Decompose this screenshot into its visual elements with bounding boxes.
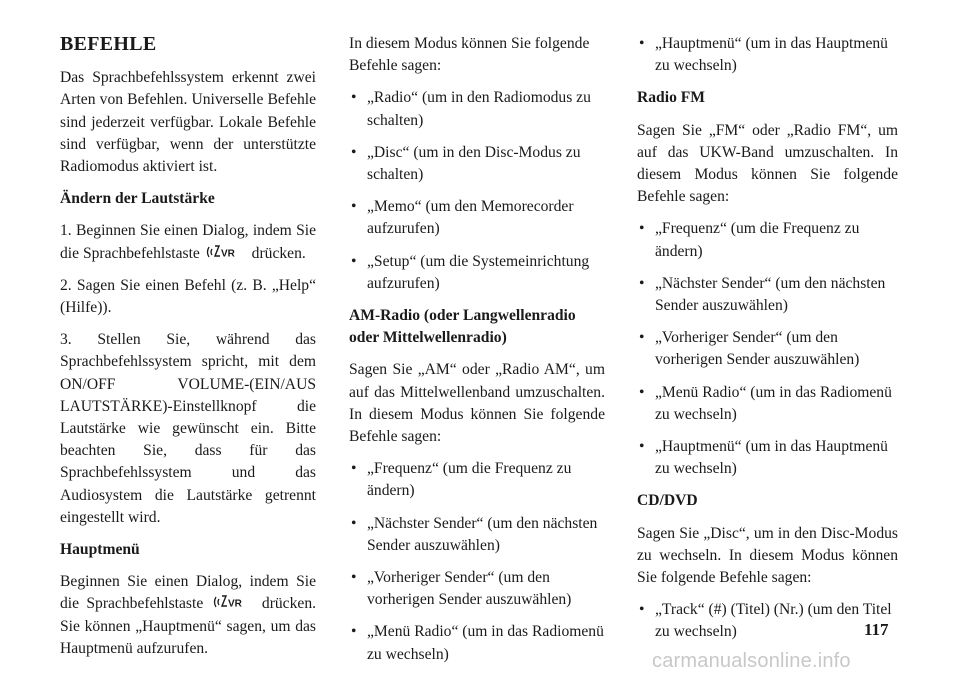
am-intro: Sagen Sie „AM“ oder „Radio AM“, um auf das Mittelwellenband umzuschalten. In diesem Modus können Sie folgende Befehle sagen:: [349, 361, 605, 446]
list-item: • „Menü Radio“ (um in das Radiomenü zu wechseln): [637, 382, 898, 426]
step-3: 3. Stellen Sie, während das Sprachbefehlssystem spricht, mit dem ON/OFF VOLUME-(EIN/AUS LAUTSTÄRKE)-Einstellknopf die Lautstärke wie gewünscht ein. Bitte beachten Sie, dass für das Sprachbefehlssystem und das Audiosystem die Lautstärke getrennt eingestellt wird.: [60, 331, 316, 526]
main-menu-text-end: drücken. Sie können „Hauptmenü“ sagen, um das Hauptmenü aufzurufen.: [60, 595, 317, 657]
main-menu-heading: Hauptmenü: [60, 541, 140, 559]
list-item: • „Track“ (#) (Titel) (Nr.) (um den Titel zu wechseln): [637, 599, 898, 643]
fm-intro: Sagen Sie „FM“ oder „Radio FM“, um auf das UKW-Band umzuschalten. In diesem Modus können Sie folgende Befehle sagen:: [637, 121, 898, 206]
column-left: [60, 33, 316, 670]
mode-intro: In diesem Modus können Sie folgende Befehle sagen:: [349, 35, 590, 75]
svg-text:VR: VR: [227, 598, 242, 610]
main-menu-text: Beginnen Sie einen Dialog, indem Sie die Sprachbefehlstaste: [60, 573, 316, 613]
intro-paragraph: Das Sprachbefehlssystem erkennt zwei Arten von Befehlen. Universelle Befehle sind jederzeit verfügbar. Lokale Befehle sind verfügbar, wenn der unterstützte Radiomodus aktiviert ist.: [60, 69, 316, 176]
list-item: • „Setup“ (um die Systemeinrichtung aufzurufen): [349, 251, 605, 295]
list-item: • „Disc“ (um in den Disc-Modus zu schalten): [349, 142, 605, 186]
voice-recognition-icon: [206, 244, 246, 260]
list-item: • „Menü Radio“ (um in das Radiomenü zu wechseln): [349, 621, 605, 665]
cd-heading: CD/DVD: [637, 492, 698, 510]
list-item: • „Hauptmenü“ (um in das Hauptmenü zu wechseln): [637, 33, 898, 77]
volume-heading: Ändern der Lautstärke: [60, 190, 215, 208]
column-right: [637, 33, 898, 654]
main-menu-paragraph: [60, 571, 316, 660]
list-item: • „Vorheriger Sender“ (um den vorherigen Sender auszuwählen): [349, 567, 605, 611]
list-item: • „Frequenz“ (um die Frequenz zu ändern): [637, 218, 898, 262]
list-item: • „Frequenz“ (um die Frequenz zu ändern): [349, 458, 605, 502]
watermark: carmanualsonline.info: [652, 650, 851, 672]
list-item: • „Memo“ (um den Memorecorder aufzurufen): [349, 196, 605, 240]
column-middle: [349, 33, 605, 676]
list-item: • „Nächster Sender“ (um den nächsten Sender auszuwählen): [349, 513, 605, 557]
voice-recognition-icon: [213, 594, 253, 610]
fm-heading: Radio FM: [637, 89, 706, 107]
step-1-text: 1. Beginnen Sie einen Dialog, indem Sie die Sprachbefehlstaste: [60, 222, 316, 262]
list-item: • „Radio“ (um in den Radiomodus zu schalten): [349, 87, 605, 131]
am-heading: AM-Radio (oder Langwellenradio oder Mittelwellenradio): [349, 307, 576, 347]
step-2: 2. Sagen Sie einen Befehl (z. B. „Help“ (Hilfe)).: [60, 276, 316, 317]
step-1-text-end: drücken.: [251, 244, 306, 262]
list-item: • „Vorheriger Sender“ (um den vorherigen Sender auszuwählen): [637, 327, 898, 371]
list-item: • „Nächster Sender“ (um den nächsten Sender auszuwählen): [637, 273, 898, 317]
cd-intro: Sagen Sie „Disc“, um in den Disc-Modus zu wechseln. In diesem Modus können Sie folgende Befehle sagen:: [637, 524, 898, 587]
step-1: [60, 220, 316, 264]
section-heading: BEFEHLE: [60, 33, 157, 55]
svg-text:VR: VR: [220, 248, 235, 260]
list-item: • „Hauptmenü“ (um in das Hauptmenü zu wechseln): [637, 436, 898, 480]
page-number: 117: [864, 620, 889, 639]
